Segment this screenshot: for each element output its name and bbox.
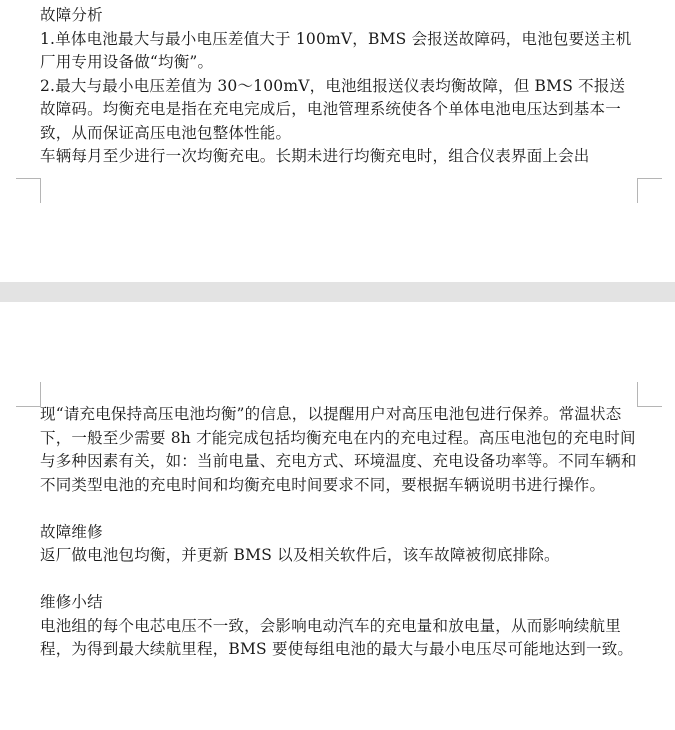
page-corner-mark-top-right — [637, 382, 662, 407]
page-2-text-body — [40, 403, 640, 662]
fault-analysis-paragraph-3-end: 现“请充电保持高压电池均衡”的信息，以提醒用户对高压电池包进行保养。常温状态下，一般至少需要 8h 才能完成包括均衡充电在内的充电过程。高压电池包的充电时间与多种因素有关，如：当前电量、充电方式、环境温度、充电设备功率等。不同车辆和不同类型电池的充电时间和均衡充电时间要求不同，要根据车辆说明书进行操作。 — [40, 405, 637, 494]
fault-analysis-paragraph-1: 1.单体电池最大与最小电压差值大于 100mV，BMS 会报送故障码，电池包要送主机厂用专用设备做“均衡”。 — [40, 29, 632, 71]
repair-summary-text: 电池组的每个电芯电压不一致，会影响电动汽车的充电量和放电量，从而影响续航里程，为得到最大续航里程，BMS 要使每组电池的最大与最小电压尽可能地达到一致。 — [40, 616, 634, 658]
page-separator — [0, 282, 675, 302]
repair-summary-heading: 维修小结 — [40, 593, 103, 611]
document-page-1 — [0, 0, 675, 282]
page-corner-mark-top-left — [16, 382, 41, 407]
blank-line — [40, 497, 640, 521]
fault-analysis-paragraph-2: 2.最大与最小电压差值为 30～100mV，电池组报送仪表均衡故障，但 BMS 不报送故障码。均衡充电是指在充电完成后，电池管理系统使各个单体电池电压达到基本一致，从而保证高压电池包整体性能。 — [40, 76, 626, 142]
document-page-2 — [0, 302, 675, 730]
page-corner-mark-bottom-left — [16, 178, 41, 203]
fault-repair-text: 返厂做电池包均衡，并更新 BMS 以及相关软件后，该车故障被彻底排除。 — [40, 546, 560, 564]
fault-analysis-paragraph-3-start: 车辆每月至少进行一次均衡充电。长期未进行均衡充电时，组合仪表界面上会出 — [40, 147, 590, 165]
page-corner-mark-bottom-right — [637, 178, 662, 203]
blank-line — [40, 568, 640, 592]
fault-analysis-heading: 故障分析 — [40, 6, 103, 24]
fault-repair-heading: 故障维修 — [40, 522, 103, 541]
page-1-text-body — [40, 4, 640, 169]
